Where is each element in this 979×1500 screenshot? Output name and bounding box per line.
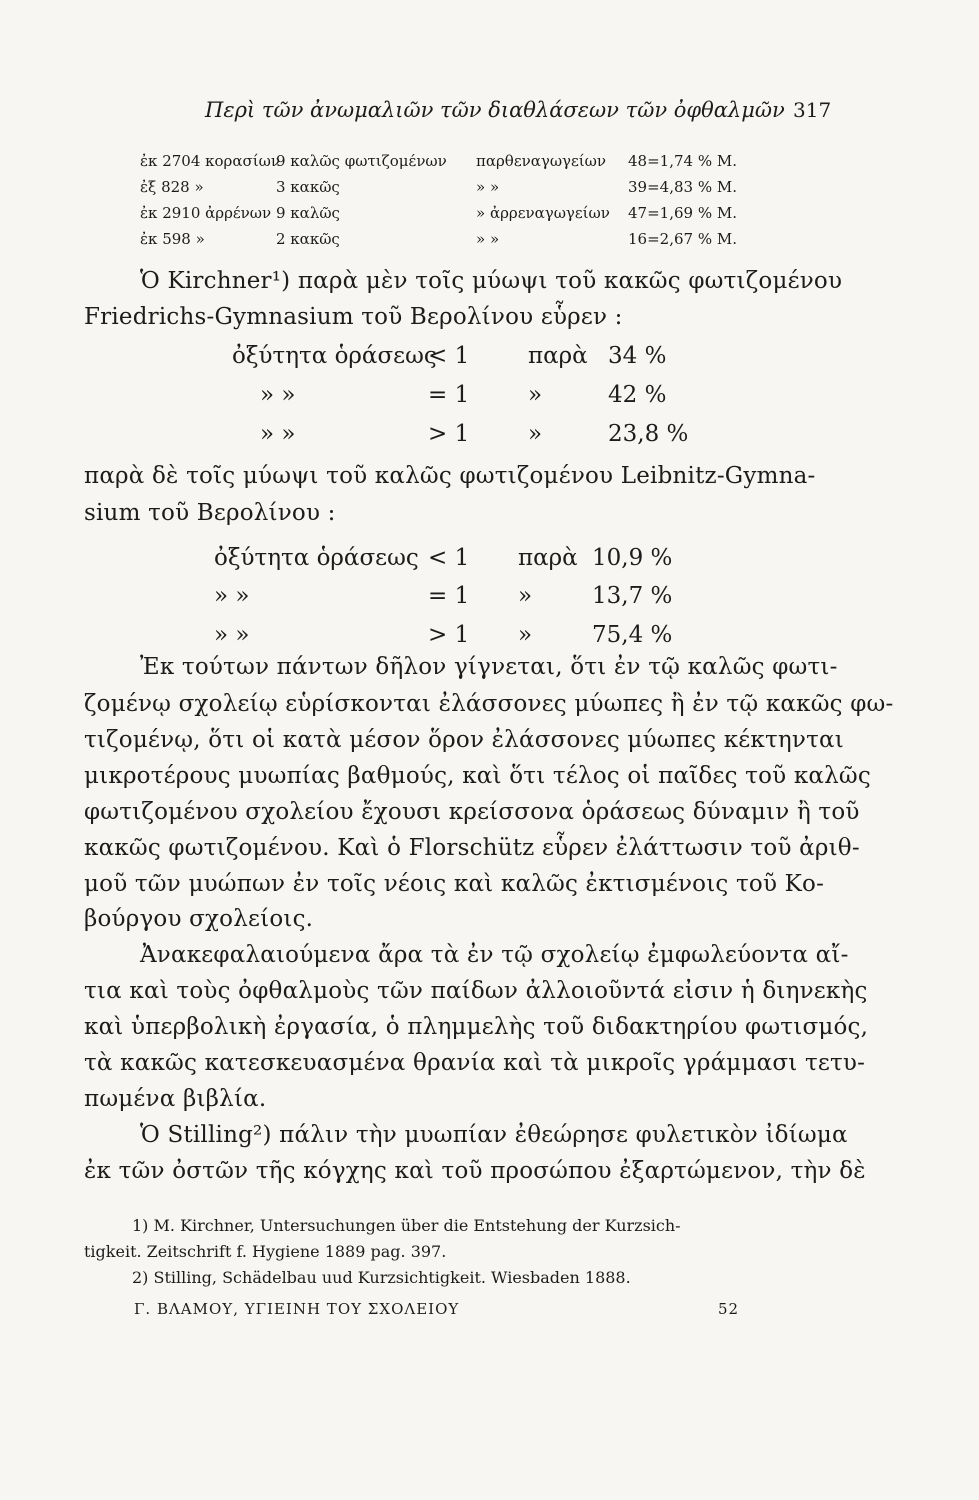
- acuity-percent: 10,9 %: [592, 545, 673, 571]
- footnote-line: 1) M. Kirchner, Untersuchungen über die Entstehung der Kurzsich-: [132, 1216, 681, 1235]
- stat-cell: ἐκ 598 »: [140, 230, 205, 248]
- acuity-preposition: παρὰ: [518, 545, 578, 571]
- body-line: κακῶς φωτιζομένου. Καὶ ὁ Florschütz εὗρεν ἐλάττωσιν τοῦ ἀριθ-: [84, 835, 860, 861]
- acuity-relation: = 1: [428, 583, 470, 609]
- body-line: βούργου σχολείοις.: [84, 906, 314, 932]
- acuity-percent: 23,8 %: [608, 421, 689, 447]
- acuity-relation: > 1: [428, 421, 470, 447]
- acuity-relation: < 1: [428, 343, 470, 369]
- stat-cell: 3 κακῶς: [276, 178, 340, 196]
- stat-cell: 9 καλῶς φωτιζομένων: [276, 152, 447, 170]
- body-line: τια καὶ τοὺς ὀφθαλμοὺς τῶν παίδων ἀλλοιοῦντά εἰσιν ἡ διηνεκὴς: [84, 978, 868, 1004]
- body-line: Ἀνακεφαλαιούμενα ἄρα τὰ ἐν τῷ σχολείῳ ἐμφωλεύοντα αἴ-: [140, 942, 849, 968]
- body-line: φωτιζομένου σχολείου ἔχουσι κρείσσονα ὁράσεως δύναμιν ἢ τοῦ: [84, 799, 860, 825]
- footnote-line: tigkeit. Zeitschrift f. Hygiene 1889 pag. 397.: [84, 1242, 447, 1261]
- acuity-preposition: »: [518, 622, 533, 648]
- acuity-label: ὀξύτητα ὁράσεως: [214, 545, 419, 571]
- stat-cell: » ἀρρεναγωγείων: [476, 204, 610, 222]
- acuity-relation: < 1: [428, 545, 470, 571]
- body-line: τὰ κακῶς κατεσκευασμένα θρανία καὶ τὰ μικροῖς γράμμασι τετυ-: [84, 1050, 866, 1076]
- header-title: Περὶ τῶν ἀνωμαλιῶν τῶν διαθλάσεων τῶν ὀφθαλμῶν: [205, 98, 785, 122]
- stat-cell: 16=2,67 % M.: [628, 230, 737, 248]
- stat-cell: 2 κακῶς: [276, 230, 340, 248]
- body-line: Friedrichs-Gymnasium τοῦ Βερολίνου εὗρεν :: [84, 304, 623, 330]
- acuity-relation: = 1: [428, 382, 470, 408]
- body-line: Ὁ Kirchner¹) παρὰ μὲν τοῖς μύωψι τοῦ κακῶς φωτιζομένου: [140, 268, 843, 294]
- acuity-preposition: »: [518, 583, 533, 609]
- body-line: μοῦ τῶν μυώπων ἐν τοῖς νέοις καὶ καλῶς ἐκτισμένοις τοῦ Κο-: [84, 871, 825, 897]
- stat-cell: ἐκ 2704 κορασίων: [140, 152, 280, 170]
- acuity-label: ὀξύτητα ὁράσεως: [232, 343, 437, 369]
- footnote-line: 2) Stilling, Schädelbau uud Kurzsichtigkeit. Wiesbaden 1888.: [132, 1268, 631, 1287]
- body-line: μικροτέρους μυωπίας βαθμούς, καὶ ὅτι τέλος οἱ παῖδες τοῦ καλῶς: [84, 763, 871, 789]
- acuity-percent: 34 %: [608, 343, 667, 369]
- stat-cell: 47=1,69 % M.: [628, 204, 737, 222]
- acuity-preposition: »: [528, 382, 543, 408]
- acuity-relation: > 1: [428, 622, 470, 648]
- acuity-percent: 42 %: [608, 382, 667, 408]
- body-line: καὶ ὑπερβολικὴ ἐργασία, ὁ πλημμελὴς τοῦ διδακτηρίου φωτισμός,: [84, 1014, 869, 1040]
- acuity-label: » »: [214, 622, 250, 648]
- acuity-label: » »: [214, 583, 250, 609]
- acuity-label: » »: [260, 382, 296, 408]
- footer-signature: Γ. ΒΛΑΜΟΥ, ΥΓΙΕΙΝΗ ΤΟΥ ΣΧΟΛΕΙΟΥ: [134, 1300, 460, 1318]
- body-line: ἐκ τῶν ὀστῶν τῆς κόγχης καὶ τοῦ προσώπου ἐξαρτώμενον, τὴν δὲ: [84, 1158, 866, 1184]
- acuity-preposition: »: [528, 421, 543, 447]
- body-line: παρὰ δὲ τοῖς μύωψι τοῦ καλῶς φωτιζομένου Leibnitz-Gymna-: [84, 463, 816, 489]
- body-line: ζομένῳ σχολείῳ εὑρίσκονται ἐλάσσονες μύωπες ἢ ἐν τῷ κακῶς φω-: [84, 691, 894, 717]
- footer-sheet-number: 52: [718, 1300, 740, 1318]
- body-line: τιζομένῳ, ὅτι οἱ κατὰ μέσον ὅρον ἐλάσσονες μύωπες κέκτηνται: [84, 727, 844, 753]
- body-line: Ὁ Stilling²) πάλιν τὴν μυωπίαν ἐθεώρησε φυλετικὸν ἰδίωμα: [140, 1122, 848, 1148]
- acuity-percent: 13,7 %: [592, 583, 673, 609]
- stat-cell: 39=4,83 % M.: [628, 178, 737, 196]
- body-line: sium τοῦ Βερολίνου :: [84, 500, 336, 526]
- stat-cell: » »: [476, 178, 500, 196]
- acuity-preposition: παρὰ: [528, 343, 588, 369]
- stat-cell: 9 καλῶς: [276, 204, 340, 222]
- body-line: Ἐκ τούτων πάντων δῆλον γίγνεται, ὅτι ἐν τῷ καλῶς φωτι-: [140, 654, 838, 680]
- stat-cell: ἐξ 828 »: [140, 178, 204, 196]
- acuity-percent: 75,4 %: [592, 622, 673, 648]
- page-number: 317: [793, 98, 832, 122]
- stat-cell: » »: [476, 230, 500, 248]
- stat-cell: 48=1,74 % M.: [628, 152, 737, 170]
- acuity-label: » »: [260, 421, 296, 447]
- stat-cell: ἐκ 2910 ἀρρένων: [140, 204, 272, 222]
- stat-cell: παρθεναγωγείων: [476, 152, 607, 170]
- body-line: πωμένα βιβλία.: [84, 1086, 267, 1112]
